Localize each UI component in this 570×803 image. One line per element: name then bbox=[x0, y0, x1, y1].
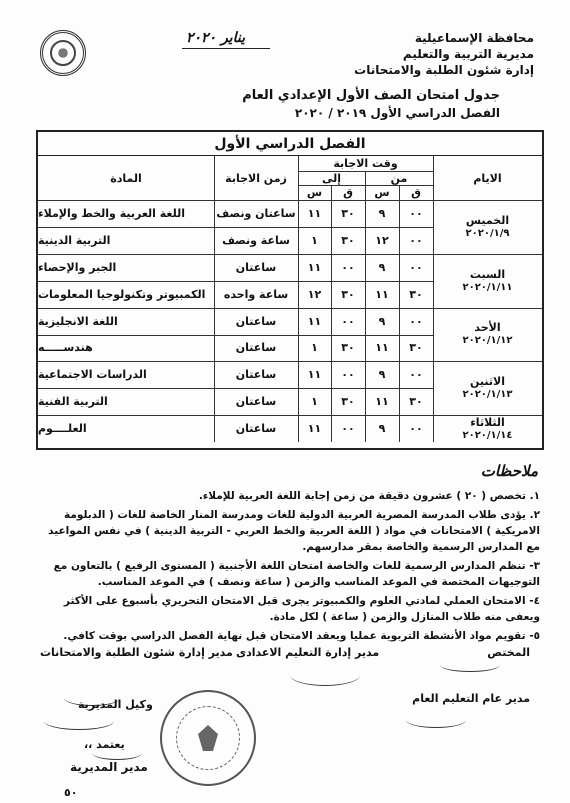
table-cell-to-q: ٠٠ bbox=[341, 368, 355, 382]
official-seal bbox=[160, 690, 256, 786]
approval-label: يعتمد ،، bbox=[84, 738, 125, 751]
table-cell-subject: هندســـــه bbox=[38, 341, 93, 355]
table-cell-to-s: ١١ bbox=[307, 422, 322, 436]
note-item: ٥- تقويم مواد الأنشطة التربوية عمليا ويعقد الامتحان قبل نهاية الفصل الدراسي بوقت كافي. bbox=[63, 630, 540, 642]
table-cell-subject: الكمبيوتر وتكنولوجيا المعلومات bbox=[38, 287, 206, 301]
table-cell-to-q: ٣٠ bbox=[341, 206, 355, 220]
table-cell-to-s: ١١ bbox=[307, 260, 322, 274]
table-cell-duration: ساعة واحده bbox=[223, 287, 289, 301]
day-cell bbox=[433, 308, 542, 362]
deputy-handwritten-signature bbox=[44, 712, 114, 730]
notes-list bbox=[40, 488, 540, 647]
day-cell bbox=[433, 415, 542, 442]
table-cell-duration: ساعتان bbox=[235, 314, 277, 328]
table-cell-from-s: ٩ bbox=[378, 260, 386, 274]
issuer-header bbox=[344, 30, 534, 78]
table-cell-from-s: ٩ bbox=[378, 314, 386, 328]
header-answer-time: وقت الاجابة bbox=[333, 157, 398, 170]
table-cell-to-s: ١١ bbox=[307, 206, 322, 220]
prep-director-handwritten-signature bbox=[290, 664, 360, 686]
table-cell-from-q: ٠٠ bbox=[409, 260, 423, 274]
specialist-handwritten-signature bbox=[440, 658, 500, 672]
directorate-line: مديرية التربية والتعليم bbox=[402, 47, 534, 61]
notes-title: ملاحظات bbox=[480, 462, 538, 480]
signature-director-prep: مدير إدارة التعليم الاعدادى bbox=[236, 646, 380, 659]
table-cell-from-s: ١١ bbox=[375, 287, 389, 301]
table-cell-duration: ساعتان bbox=[235, 395, 277, 409]
day-name: الأحد bbox=[474, 321, 501, 335]
header-duration: زمن الاجابة bbox=[225, 171, 287, 185]
table-cell-to-s: ١ bbox=[311, 341, 318, 355]
table-cell-to-q: ٠٠ bbox=[341, 260, 355, 274]
table-cell-from-q: ٣٠ bbox=[409, 341, 423, 355]
document-title: جدول امتحان الصف الأول الإعدادي العام bbox=[242, 88, 500, 103]
day-name: الاثنين bbox=[470, 375, 505, 389]
day-name: السبت bbox=[469, 267, 506, 281]
note-item: ٢. يؤدى طلاب المدرسة المصرية العربية الدولية للغات ومدرسة المنار الخاصة للغات ( الدبلومة الامريكية ) الامتحانات في مواد ( اللغة العربية والخط العربي - التربية الدينية ) في نفس المواعيد مع المدارس الرسمية والخاصة بمقر مدارسهم. bbox=[48, 509, 540, 553]
ministry-logo bbox=[40, 30, 86, 76]
note-item: ١. تخصص ( ٢٠ ) عشرون دقيقة من زمن إجابة اللغة العربية للإملاء. bbox=[198, 490, 540, 502]
day-date: ٢٠٢٠/١/٩ bbox=[465, 227, 510, 239]
note-item: ٤- الامتحان العملي لمادتي العلوم والكمبيوتر يجرى قبل الامتحان التحريري بأسبوع على الأكثر ويعفى منه طلاب المنازل والزمن ( ساعة ) لكل مادة. bbox=[63, 595, 540, 623]
signature-directorate-head: مدير المديرية bbox=[70, 760, 148, 774]
table-cell-to-q: ٠٠ bbox=[341, 422, 355, 436]
exam-schedule-table bbox=[36, 130, 544, 450]
table-cell-subject: اللغة العربية والخط والإملاء bbox=[38, 206, 186, 220]
general-director-handwritten-signature bbox=[406, 712, 466, 728]
table-cell-from-s: ١٢ bbox=[375, 233, 389, 247]
table-cell-to-q: ٠٠ bbox=[341, 314, 355, 328]
table-cell-to-s: ١١ bbox=[307, 368, 322, 382]
document-date: يناير ٢٠٢٠ bbox=[186, 30, 245, 46]
day-date: ٢٠٢٠/١/١١ bbox=[462, 281, 513, 293]
table-cell-from-q: ٣٠ bbox=[409, 287, 423, 301]
table-cell-to-s: ١١ bbox=[307, 314, 322, 328]
eagle-emblem-icon bbox=[198, 725, 218, 751]
table-cell-to-q: ٣٠ bbox=[341, 395, 355, 409]
table-cell-subject: التربية الفنية bbox=[38, 395, 108, 409]
table-cell-from-s: ١١ bbox=[375, 341, 389, 355]
signature-director-students: مدير إدارة شئون الطلبة والامتحانات bbox=[40, 646, 233, 659]
header-from-s: س bbox=[374, 186, 390, 199]
table-cell-from-q: ٠٠ bbox=[409, 314, 423, 328]
table-cell-to-s: ١ bbox=[311, 395, 318, 409]
table-cell-to-q: ٣٠ bbox=[341, 287, 355, 301]
header-to-s: س bbox=[306, 186, 323, 199]
table-cell-subject: الجبر والإحصاء bbox=[38, 260, 117, 274]
note-item: ٣- تنظم المدارس الرسمية للغات والخاصة امتحان اللغة الأجنبية ( المستوى الرفيع ) بالتعاون مع التوجيهات المختصة في الموعد المناسب والزمن ( ساعة ونصف ) في الموعد المناسب. bbox=[53, 560, 540, 588]
document-subtitle: الفصل الدراسي الأول ٢٠١٩ / ٢٠٢٠ bbox=[294, 106, 500, 120]
date-underline bbox=[182, 48, 270, 49]
header-to: إلى bbox=[321, 171, 342, 185]
day-cell bbox=[433, 200, 542, 254]
table-cell-from-s: ٩ bbox=[378, 422, 386, 436]
day-name: الخميس bbox=[465, 213, 510, 227]
table-cell-duration: ساعتان ونصف bbox=[216, 206, 296, 220]
table-cell-to-q: ٣٠ bbox=[341, 233, 355, 247]
day-name: الثلاثاء bbox=[470, 415, 505, 429]
table-cell-from-q: ٠٠ bbox=[409, 368, 423, 382]
header-from-q: ق bbox=[411, 186, 421, 199]
table-cell-duration: ساعتان bbox=[235, 341, 277, 355]
directorate-head-handwritten-signature bbox=[92, 746, 142, 760]
day-cell bbox=[433, 254, 542, 308]
table-cell-from-s: ٩ bbox=[378, 206, 386, 220]
table-cell-from-q: ٠٠ bbox=[409, 233, 423, 247]
page-number: ٥٠ bbox=[64, 786, 78, 799]
table-cell-from-s: ٩ bbox=[378, 368, 386, 382]
table-cell-to-s: ١٢ bbox=[307, 287, 322, 301]
day-date: ٢٠٢٠/١/١٣ bbox=[462, 389, 513, 401]
governorate-line: محافظة الإسماعيلية bbox=[414, 31, 534, 45]
day-date: ٢٠٢٠/١/١٤ bbox=[462, 429, 513, 441]
table-cell-from-q: ٣٠ bbox=[409, 395, 423, 409]
table-cell-subject: الدراسات الاجتماعية bbox=[38, 368, 147, 382]
header-subject: المادة bbox=[110, 171, 142, 185]
table-cell-from-s: ١١ bbox=[375, 395, 389, 409]
table-cell-subject: التربية الدينية bbox=[38, 233, 111, 247]
signature-deputy: وكيل المديرية bbox=[78, 698, 153, 711]
day-date: ٢٠٢٠/١/١٢ bbox=[462, 335, 513, 347]
header-to-q: ق bbox=[343, 186, 353, 199]
day-cell bbox=[433, 361, 542, 415]
header-days: الايام bbox=[473, 171, 502, 185]
table-cell-from-q: ٠٠ bbox=[409, 206, 423, 220]
table-cell-from-q: ٠٠ bbox=[409, 422, 423, 436]
table-cell-subject: اللغة الانجليزية bbox=[38, 314, 118, 328]
table-caption: الفصل الدراسي الأول bbox=[38, 132, 542, 156]
table-cell-to-s: ١ bbox=[311, 233, 318, 247]
signature-specialist: المختص bbox=[487, 646, 530, 659]
table-cell-duration: ساعتان bbox=[235, 260, 277, 274]
department-line: إدارة شئون الطلبة والامتحانات bbox=[354, 63, 534, 77]
table-cell-subject: العلــــوم bbox=[38, 422, 87, 436]
signature-general-director: مدير عام التعليم العام bbox=[412, 692, 530, 705]
table-cell-duration: ساعة ونصف bbox=[222, 233, 290, 247]
table-cell-to-q: ٣٠ bbox=[341, 341, 355, 355]
table-cell-duration: ساعتان bbox=[235, 368, 277, 382]
table-cell-duration: ساعتان bbox=[235, 422, 277, 436]
header-from: من bbox=[390, 171, 408, 185]
